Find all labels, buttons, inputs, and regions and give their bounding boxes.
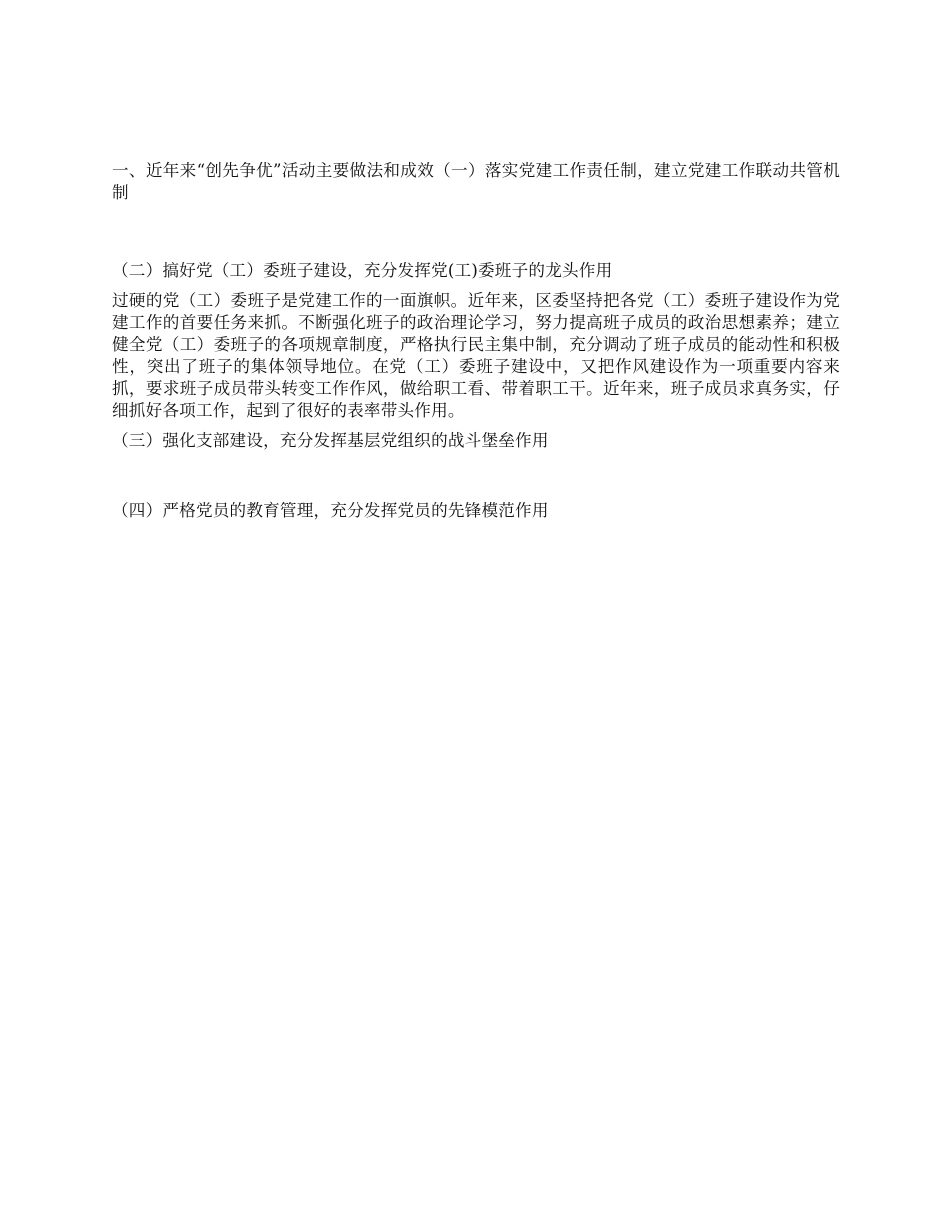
body-paragraph: 过硬的党（工）委班子是党建工作的一面旗帜。近年来，区委坚持把各党（工）委班子建设作为党建工作的首要任务来抓。不断强化班子的政治理论学习，努力提高班子成员的政治思想素养；建立健全党（工）委班子的各项规章制度，严格执行民主集中制，充分调动了班子成员的能动性和积极性，突出了班子的集体领导地位。在党（工）委班子建设中，又把作风建设作为一项重要内容来抓，要求班子成员带头转变工作作风，做给职工看、带着职工干。近年来，班子成员求真务实，仔细抓好各项工作，起到了很好的表率带头作用。 — [112, 291, 840, 420]
section-heading-two: （二）搞好党（工）委班子建设，充分发挥党(工)委班子的龙头作用 — [112, 261, 613, 280]
document-page — [112, 160, 840, 522]
section-heading-three: （三）强化支部建设，充分发挥基层党组织的战斗堡垒作用 — [112, 431, 549, 450]
section-heading-one: 一、近年来“创先争优”活动主要做法和成效（一）落实党建工作责任制，建立党建工作联动共管机制 — [112, 161, 840, 202]
section-heading-four: （四）严格党员的教育管理，充分发挥党员的先锋模范作用 — [112, 501, 549, 520]
